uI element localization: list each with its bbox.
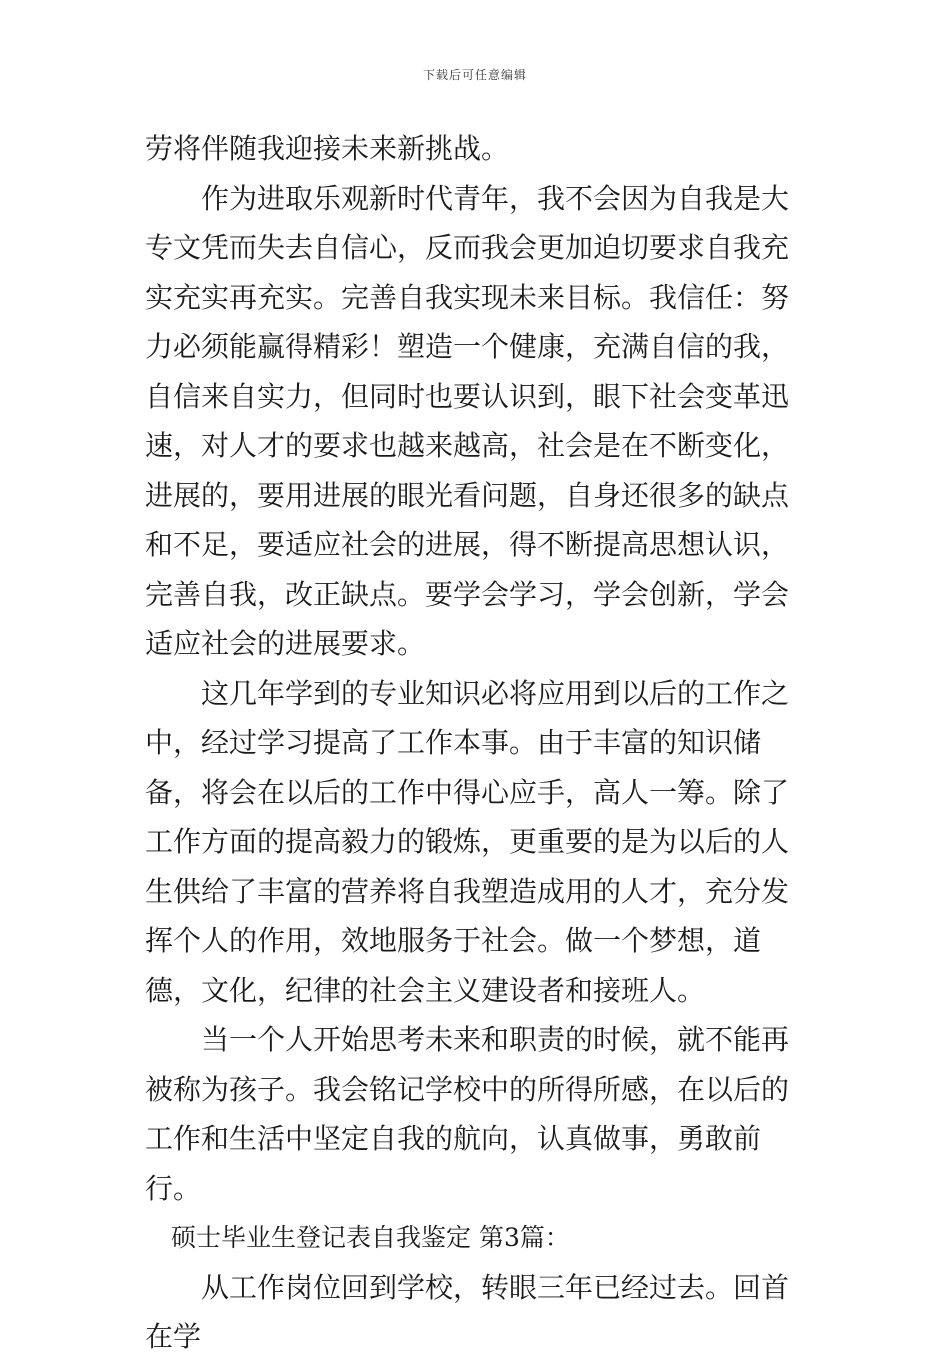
paragraph: 当一个人开始思考未来和职责的时候，就不能再被称为孩子。我会铭记学校中的所得所感，在以后的工作和生活中坚定自我的航向，认真做事，勇敢前行。 (145, 1023, 790, 1205)
document-body (145, 124, 813, 1362)
paragraph: 从工作岗位回到学校，转眼三年已经过去。回首在学 (145, 1270, 790, 1353)
paragraph: 这几年学到的专业知识必将应用到以后的工作之中，经过学习提高了工作本事。由于丰富的知识储备，将会在以后的工作中得心应手，高人一筹。除了工作方面的提高毅力的锻炼，更重要的是为以后的人生供给了丰富的营养将自我塑造成用的人才，充分发挥个人的作用，效地服务于社会。做一个梦想，道德，文化，纪律的社会主义建设者和接班人。 (145, 676, 790, 1007)
paragraph: 作为进取乐观新时代青年，我不会因为自我是大专文凭而失去自信心，反而我会更加迫切要求自我充实充实再充实。完善自我实现未来目标。我信任：努力必须能赢得精彩！塑造一个健康，充满自信的我，自信来自实力，但同时也要认识到，眼下社会变革迅速，对人才的要求也越来越高，社会是在不断变化，进展的，要用进展的眼光看问题，自身还很多的缺点和不足，要适应社会的进展，得不断提高思想认识，完善自我，改正缺点。要学会学习，学会创新，学会适应社会的进展要求。 (145, 181, 790, 660)
paragraph-continuation: 劳将伴随我迎接未来新挑战。 (145, 132, 510, 165)
page-header-note: 下载后可任意编辑 (422, 68, 527, 82)
section-title: 硕士毕业生登记表自我鉴定 第3篇： (171, 1223, 570, 1252)
